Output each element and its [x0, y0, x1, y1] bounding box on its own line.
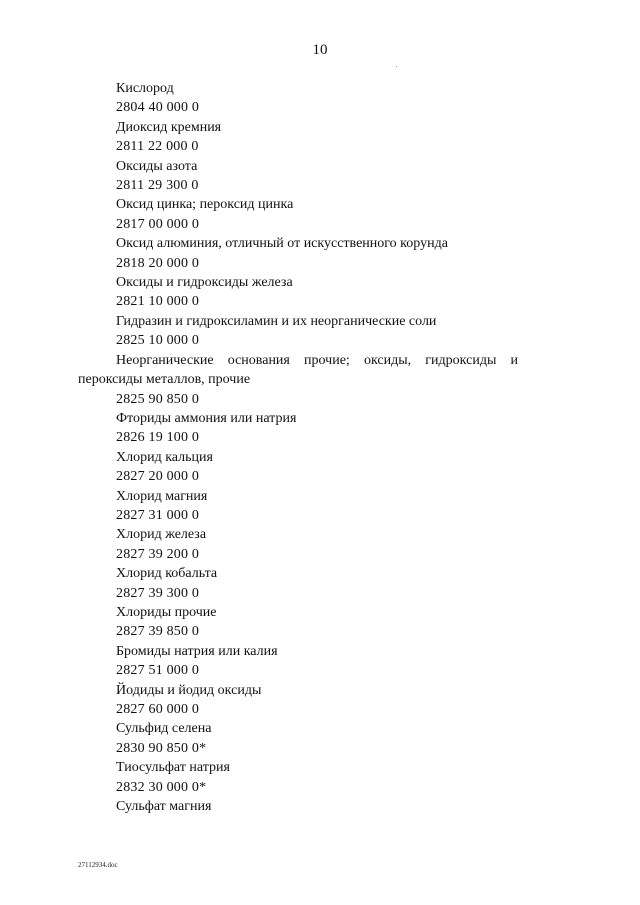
- commodity-code: 2817 00 000 0: [116, 216, 200, 232]
- commodity-name: Хлорид железа: [116, 527, 207, 543]
- commodity-code: 2827 31 000 0: [116, 507, 200, 523]
- commodity-code: 2811 22 000 0: [116, 139, 199, 155]
- commodity-code: 2825 90 850 0: [116, 391, 200, 407]
- commodity-name: Сульфид селена: [116, 721, 212, 737]
- commodity-name: Диоксид кремния: [116, 119, 222, 135]
- commodity-code: 2811 29 300 0: [116, 178, 199, 194]
- commodity-code: 2827 39 300 0: [116, 585, 200, 601]
- scan-speck: [396, 66, 397, 67]
- commodity-name: Оксид алюминия, отличный от искусственного корунда: [116, 236, 448, 252]
- commodity-code: 2818 20 000 0: [116, 255, 200, 271]
- commodity-code: 2827 60 000 0: [116, 702, 200, 717]
- page-number: 10: [312, 42, 328, 58]
- commodity-code: 2827 51 000 0: [116, 663, 200, 679]
- commodity-name: Хлориды прочие: [116, 604, 217, 620]
- commodity-code: 2827 39 850 0: [116, 624, 200, 640]
- commodity-name: Кислород: [116, 81, 174, 96]
- commodity-list: [78, 79, 518, 816]
- commodity-name: Оксиды и гидроксиды железа: [116, 275, 293, 291]
- commodity-code: 2826 19 100 0: [116, 430, 200, 446]
- commodity-name: Тиосульфат натрия: [116, 760, 230, 776]
- commodity-code: 2827 20 000 0: [116, 469, 200, 485]
- commodity-name: Йодиды и йодид оксиды: [116, 682, 262, 698]
- commodity-name: Неорганические основания прочие; оксиды, гидроксиды и пероксиды металлов, прочие: [78, 352, 518, 388]
- commodity-name: Бромиды натрия или калия: [116, 643, 278, 659]
- commodity-code: 2830 90 850 0*: [116, 740, 207, 756]
- commodity-name: Хлорид кобальта: [116, 566, 218, 582]
- commodity-code: 2825 10 000 0: [116, 333, 200, 349]
- commodity-code: 2827 39 200 0: [116, 546, 200, 562]
- commodity-name: Оксид цинка; пероксид цинка: [116, 197, 294, 213]
- commodity-name: Гидразин и гидроксиламин и их неорганические соли: [116, 313, 437, 329]
- commodity-code: 2821 10 000 0: [116, 294, 200, 310]
- commodity-code: 2832 30 000 0*: [116, 779, 207, 795]
- document-filename: 27112934.doc: [78, 861, 118, 869]
- commodity-name: Хлорид кальция: [116, 449, 213, 465]
- commodity-code: 2804 40 000 0: [116, 100, 200, 116]
- commodity-name: Сульфат магния: [116, 799, 212, 815]
- commodity-name: Фториды аммония или натрия: [116, 410, 297, 426]
- commodity-name: Оксиды азота: [116, 158, 198, 174]
- commodity-name: Хлорид магния: [116, 488, 208, 504]
